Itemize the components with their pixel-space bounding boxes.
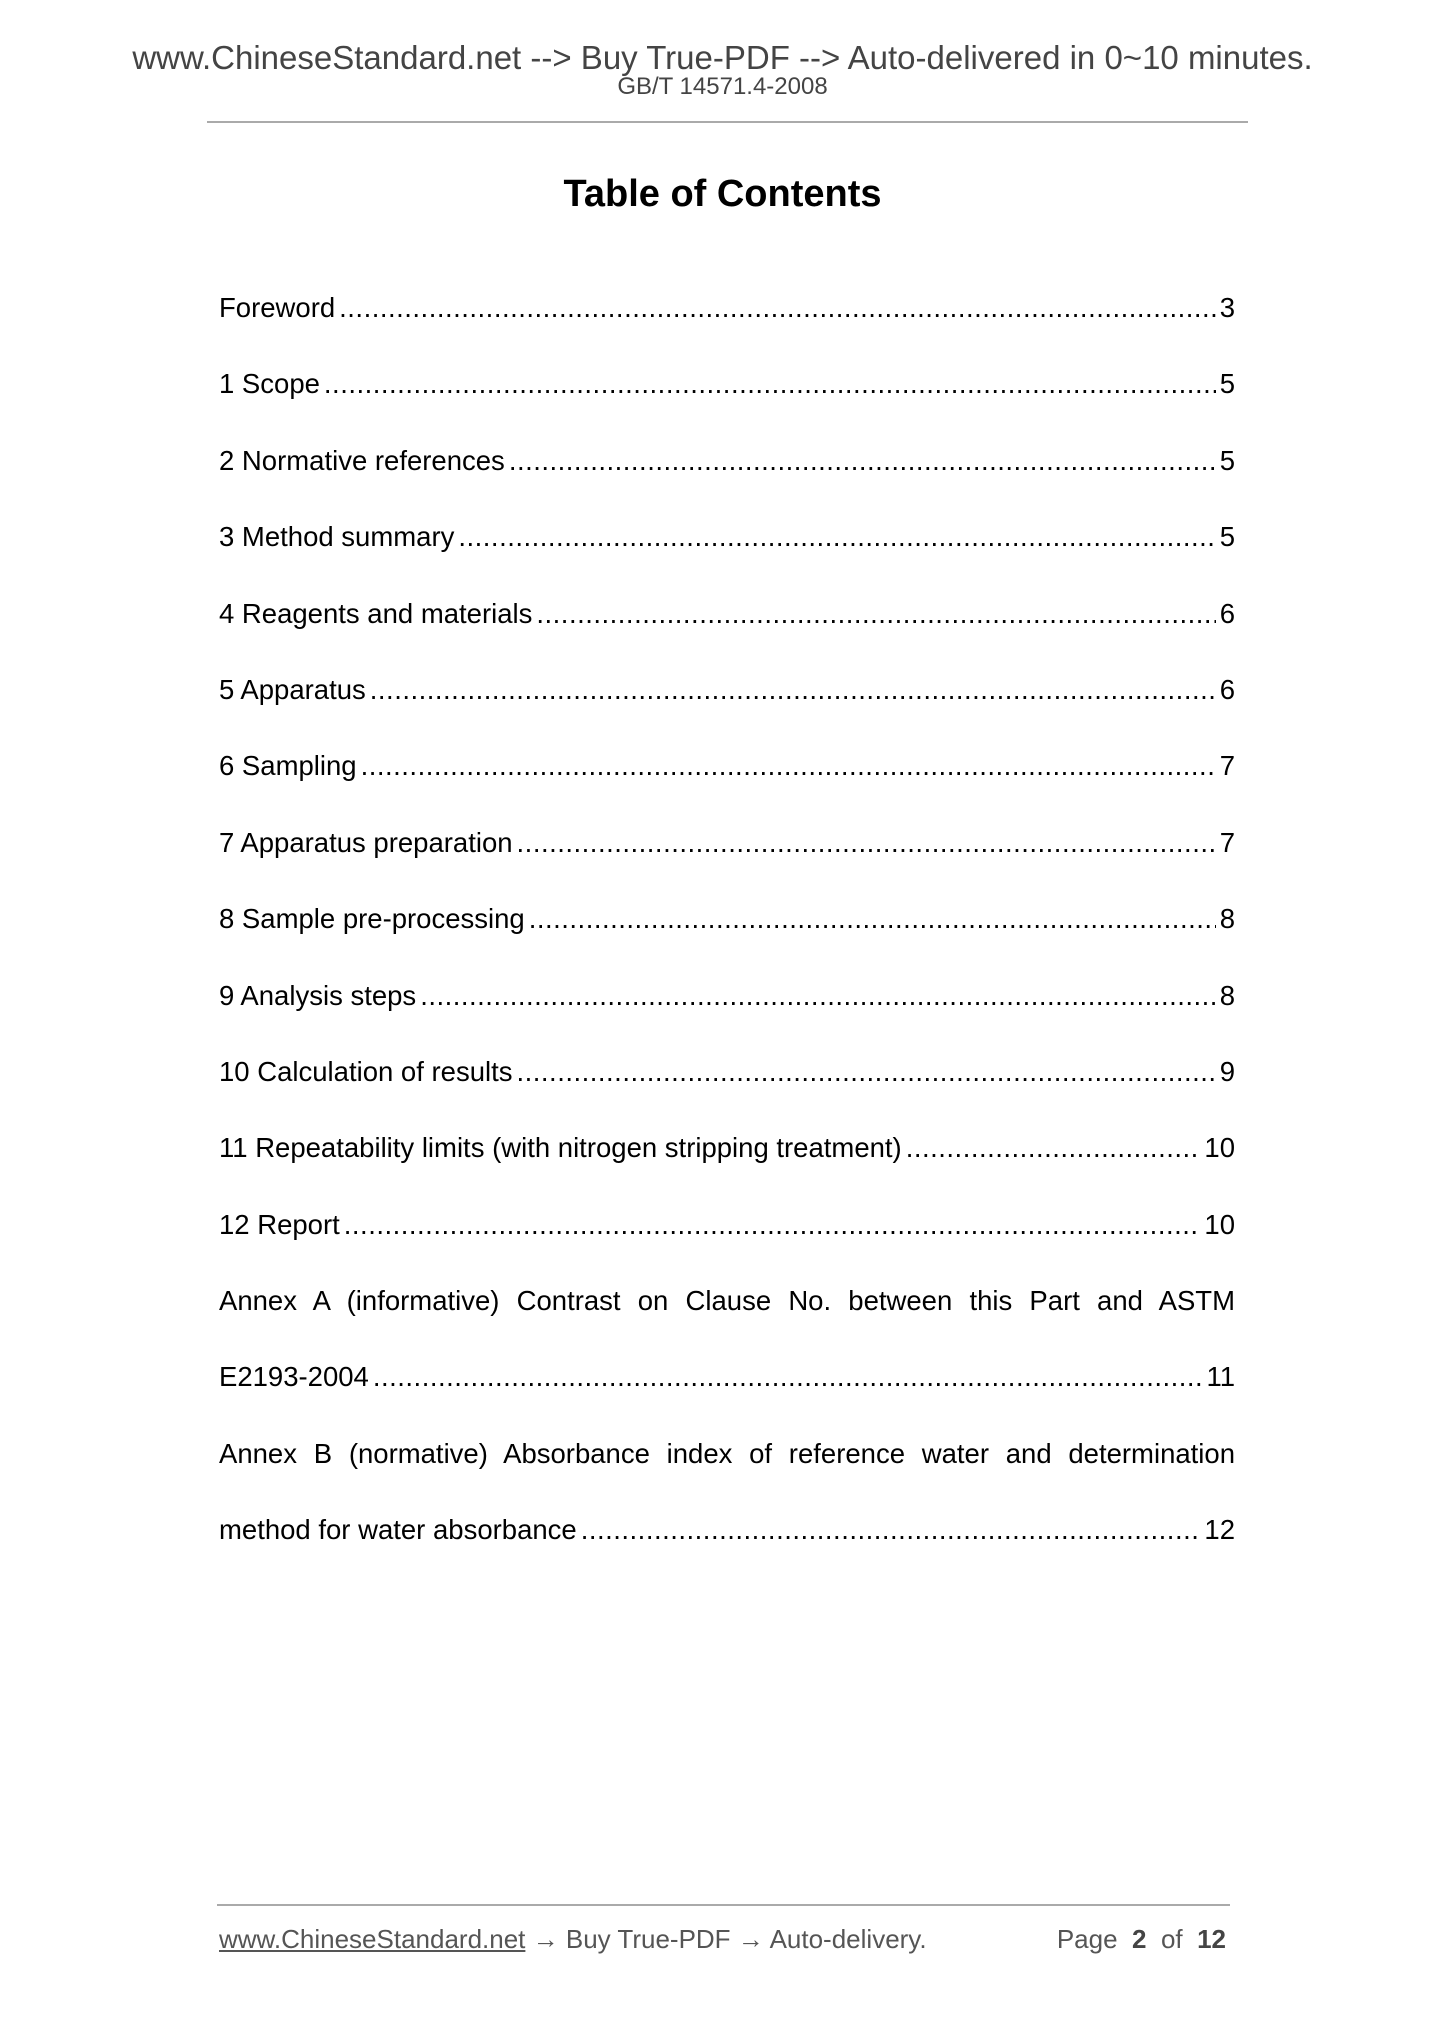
footer-divider bbox=[217, 1904, 1230, 1906]
total-pages: 12 bbox=[1197, 1924, 1226, 1954]
dot-leader bbox=[370, 672, 1216, 708]
toc-entry-title: 4 Reagents and materials bbox=[219, 597, 533, 629]
toc-entry[interactable] bbox=[219, 519, 1235, 595]
dot-leader bbox=[420, 978, 1216, 1014]
toc-entry-page: 10 bbox=[1204, 1132, 1235, 1164]
toc-entry[interactable] bbox=[219, 366, 1235, 442]
toc-entry-title: Foreword bbox=[219, 292, 336, 323]
dot-leader bbox=[536, 596, 1215, 632]
toc-entry-page: 10 bbox=[1204, 1208, 1235, 1240]
toc-entry-page: 5 bbox=[1219, 521, 1235, 553]
dot-leader bbox=[361, 748, 1216, 784]
footer-link[interactable]: www.ChineseStandard.net bbox=[219, 1924, 526, 1954]
toc-entry[interactable] bbox=[219, 1207, 1235, 1283]
dot-leader bbox=[344, 1207, 1201, 1243]
toc-entry-title: 10 Calculation of results bbox=[219, 1055, 513, 1087]
standard-number: GB/T 14571.4-2008 bbox=[617, 73, 828, 100]
toc-entry[interactable] bbox=[219, 672, 1235, 748]
toc-annex-title[interactable] bbox=[219, 1436, 1235, 1512]
toc-entry[interactable] bbox=[219, 825, 1235, 901]
toc-entry[interactable] bbox=[219, 596, 1235, 672]
toc-entry[interactable] bbox=[219, 901, 1235, 977]
footer-text: → Buy True-PDF → Auto-delivery. bbox=[525, 1924, 927, 1954]
page-label: Page bbox=[1056, 1924, 1118, 1954]
toc-entry-page: 11 bbox=[1206, 1361, 1235, 1393]
toc-entry-page: 6 bbox=[1219, 597, 1235, 629]
toc-entry[interactable] bbox=[219, 443, 1235, 519]
toc-entry-title: 6 Sampling bbox=[219, 750, 357, 782]
toc-entry-page: 7 bbox=[1219, 750, 1235, 782]
dot-leader bbox=[339, 290, 1216, 326]
toc-entry-title: method for water absorbance bbox=[219, 1514, 577, 1546]
toc-entry-title: 8 Sample pre-processing bbox=[219, 903, 525, 935]
dot-leader bbox=[509, 443, 1216, 479]
page-title: Table of Contents bbox=[563, 173, 882, 215]
toc-entry[interactable] bbox=[219, 748, 1235, 824]
toc-entry-page: 3 bbox=[1219, 292, 1235, 323]
toc-entry[interactable] bbox=[219, 1359, 1235, 1435]
toc-entry-page: 8 bbox=[1219, 979, 1235, 1011]
toc-entry-title: 3 Method summary bbox=[219, 521, 455, 553]
toc-entry-page: 12 bbox=[1204, 1514, 1235, 1546]
toc-entry-title: 7 Apparatus preparation bbox=[219, 826, 513, 858]
header-banner: www.ChineseStandard.net --> Buy True-PDF --> Auto-delivered in 0~10 minutes. bbox=[132, 39, 1313, 76]
dot-leader bbox=[324, 366, 1216, 402]
dot-leader bbox=[906, 1130, 1201, 1166]
toc-entry-title: E2193-2004 bbox=[219, 1361, 369, 1393]
toc-entry-title: 11 Repeatability limits (with nitrogen stripping treatment) bbox=[219, 1132, 902, 1164]
toc-annex-title[interactable] bbox=[219, 1283, 1235, 1359]
toc-entry-title: 9 Analysis steps bbox=[219, 979, 417, 1011]
toc-entry[interactable] bbox=[219, 1130, 1235, 1206]
header-divider bbox=[207, 121, 1248, 123]
toc-entry[interactable] bbox=[219, 1054, 1235, 1130]
dot-leader bbox=[458, 519, 1215, 555]
toc-entry-page: 9 bbox=[1219, 1055, 1235, 1087]
toc-entry-page: 5 bbox=[1219, 368, 1235, 400]
toc-entry-title: 12 Report bbox=[219, 1208, 340, 1240]
dot-leader bbox=[373, 1359, 1203, 1395]
toc-entry[interactable] bbox=[219, 978, 1235, 1054]
footer bbox=[219, 1922, 1232, 1956]
toc-entry-title: 5 Apparatus bbox=[219, 673, 366, 705]
toc-entry-title: 1 Scope bbox=[219, 368, 320, 400]
annex-title-line: Annex B (normative) Absorbance index of reference water and determination bbox=[219, 1437, 1235, 1469]
annex-title-line: Annex A (informative) Contrast on Clause No. between this Part and ASTM bbox=[219, 1285, 1235, 1317]
dot-leader bbox=[517, 825, 1216, 861]
dot-leader bbox=[581, 1512, 1201, 1548]
toc-entry[interactable] bbox=[219, 290, 1235, 366]
toc-entry-page: 7 bbox=[1219, 826, 1235, 858]
dot-leader bbox=[517, 1054, 1216, 1090]
dot-leader bbox=[529, 901, 1216, 937]
of-label: of bbox=[1160, 1924, 1183, 1954]
toc-entry[interactable] bbox=[219, 1512, 1235, 1588]
page-indicator bbox=[1057, 1922, 1226, 1956]
current-page: 2 bbox=[1132, 1924, 1147, 1954]
table-of-contents bbox=[219, 290, 1235, 1589]
toc-entry-page: 6 bbox=[1219, 673, 1235, 705]
toc-entry-title: 2 Normative references bbox=[219, 444, 505, 476]
toc-entry-page: 8 bbox=[1219, 903, 1235, 935]
toc-entry-page: 5 bbox=[1219, 444, 1235, 476]
